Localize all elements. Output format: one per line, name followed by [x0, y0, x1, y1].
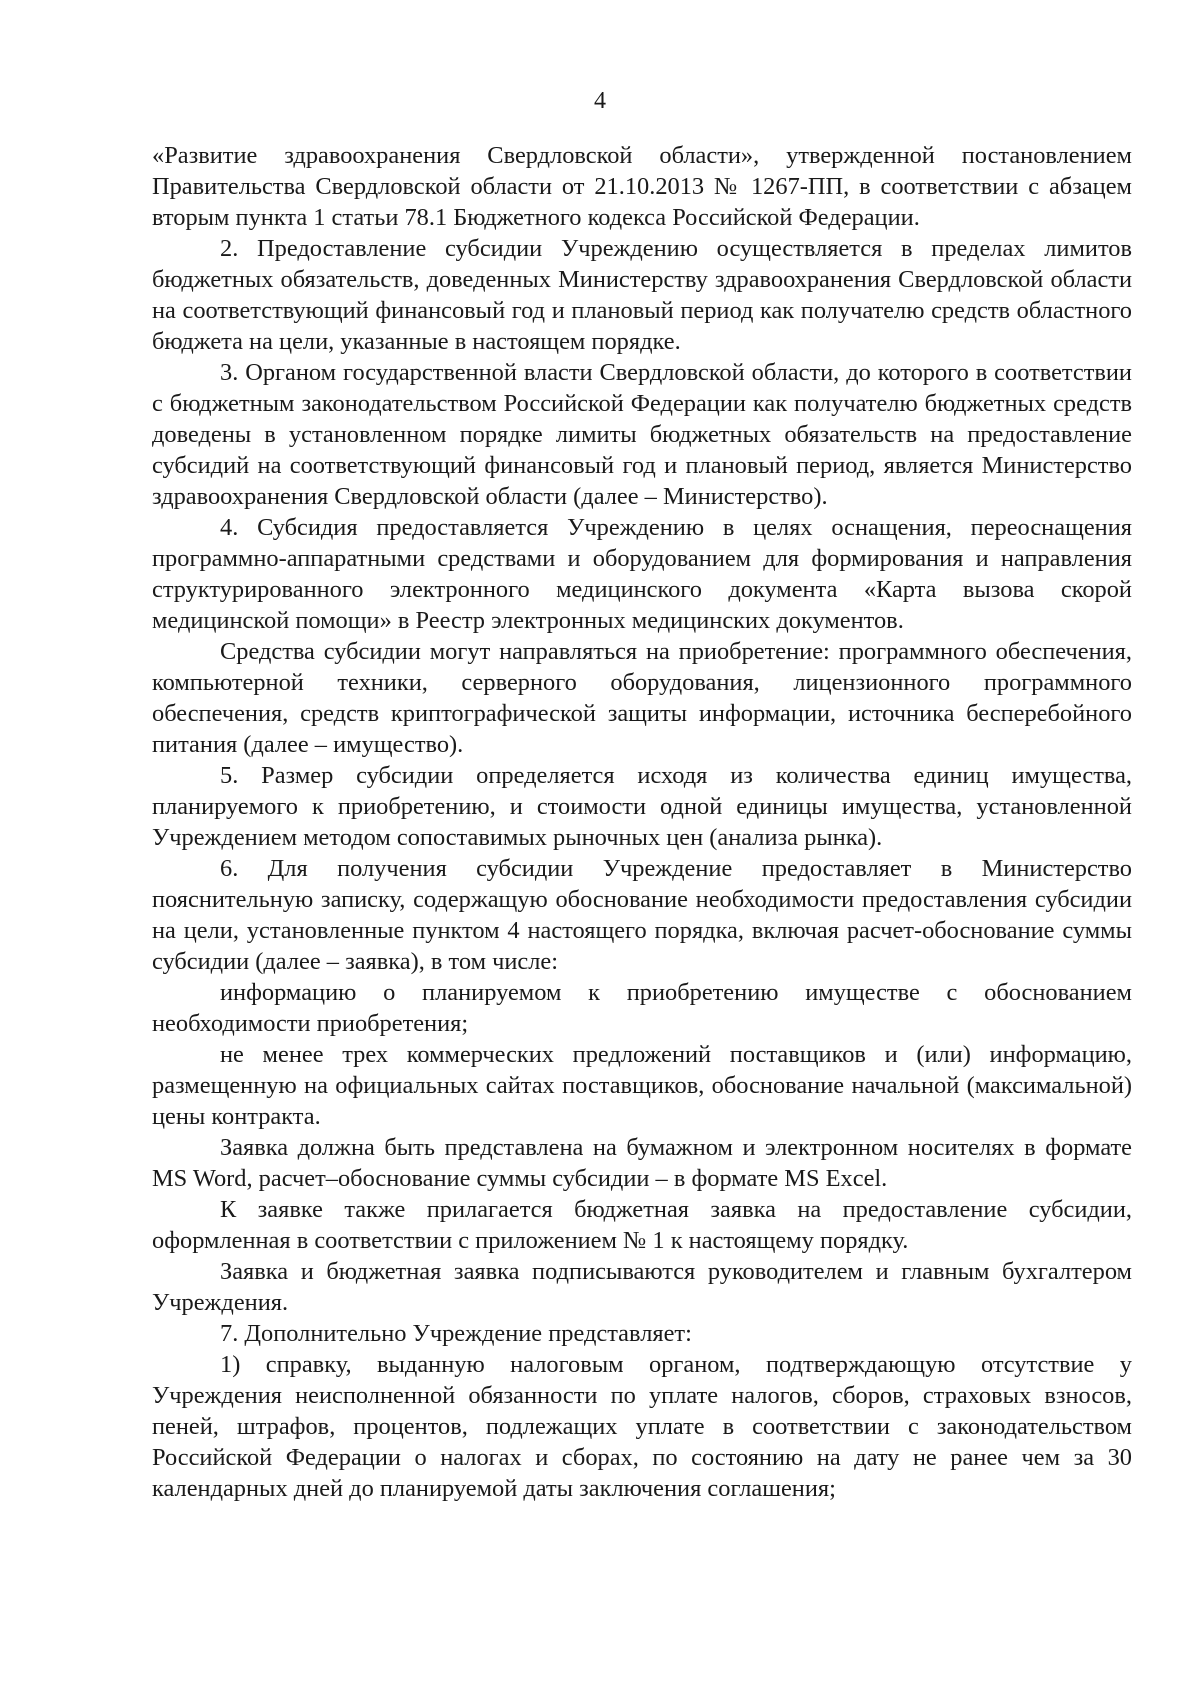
paragraph-item-3: 3. Органом государственной власти Свердловской области, до которого в соответствии с бюджетным законодательством Российской Федерации как получателю бюджетных средств доведены в установленном порядке лимиты бюджетных обязательств на предоставление субсидий на соответствующий финансовый год и плановый период, является Министерство здравоохранения Свердловской области (далее – Министерство). — [152, 359, 1132, 510]
paragraph-signatures: Заявка и бюджетная заявка подписываются руководителем и главным бухгалтером Учреждения. — [152, 1258, 1132, 1316]
paragraph-item-5: 5. Размер субсидии определяется исходя из количества единиц имущества, планируемого к приобретению, и стоимости одной единицы имущества, установленной Учреждением методом сопоставимых рыночных цен (анализа рынка). — [152, 762, 1132, 851]
paragraph-info-property: информацию о планируемом к приобретению имуществе с обоснованием необходимости приобретения; — [152, 979, 1132, 1037]
paragraph-item-6: 6. Для получения субсидии Учреждение предоставляет в Министерство пояснительную записку, содержащую обоснование необходимости предоставления субсидии на цели, установленные пунктом 4 настоящего порядка, включая расчет-обоснование суммы субсидии (далее – заявка), в том числе: — [152, 855, 1132, 975]
paragraph-budget-application: К заявке также прилагается бюджетная заявка на предоставление субсидии, оформленная в соответствии с приложением № 1 к настоящему порядку. — [152, 1196, 1132, 1254]
paragraph-item-7: 7. Дополнительно Учреждение представляет: — [220, 1320, 692, 1347]
paragraph-item-4: 4. Субсидия предоставляется Учреждению в целях оснащения, переоснащения программно-аппаратными средствами и оборудованием для формирования и направления структурированного электронного медицинского документа «Карта вызова скорой медицинской помощи» в Реестр электронных медицинских документов. — [152, 514, 1132, 634]
paragraph-item-7-1: 1) справку, выданную налоговым органом, подтверждающую отсутствие у Учреждения неисполненной обязанности по уплате налогов, сборов, страховых взносов, пеней, штрафов, процентов, подлежащих уплате в соответствии с законодательством Российской Федерации о налогах и сборах, по состоянию на дату не ранее чем за 30 календарных дней до планируемой даты заключения соглашения; — [152, 1351, 1132, 1502]
paragraph-continuation: «Развитие здравоохранения Свердловской области», утвержденной постановлением Правительства Свердловской области от 21.10.2013 № 1267-ПП, в соответствии с абзацем вторым пункта 1 статьи 78.1 Бюджетного кодекса Российской Федерации. — [152, 142, 1132, 231]
document-body — [152, 140, 1132, 1504]
paragraph-item-2: 2. Предоставление субсидии Учреждению осуществляется в пределах лимитов бюджетных обязательств, доведенных Министерству здравоохранения Свердловской области на соответствующий финансовый год и плановый период как получателю средств областного бюджета на цели, указанные в настоящем порядке. — [152, 235, 1132, 355]
paragraph-subsidy-funds: Средства субсидии могут направляться на приобретение: программного обеспечения, компьютерной техники, серверного оборудования, лицензионного программного обеспечения, средств криптографической защиты информации, источника бесперебойного питания (далее – имущество). — [152, 638, 1132, 758]
paragraph-application-format: Заявка должна быть представлена на бумажном и электронном носителях в формате MS Word, расчет–обоснование суммы субсидии – в формате MS Excel. — [152, 1134, 1132, 1192]
paragraph-commercial-offers: не менее трех коммерческих предложений поставщиков и (или) информацию, размещенную на официальных сайтах поставщиков, обоснование начальной (максимальной) цены контракта. — [152, 1041, 1132, 1130]
page-number: 4 — [594, 88, 606, 114]
